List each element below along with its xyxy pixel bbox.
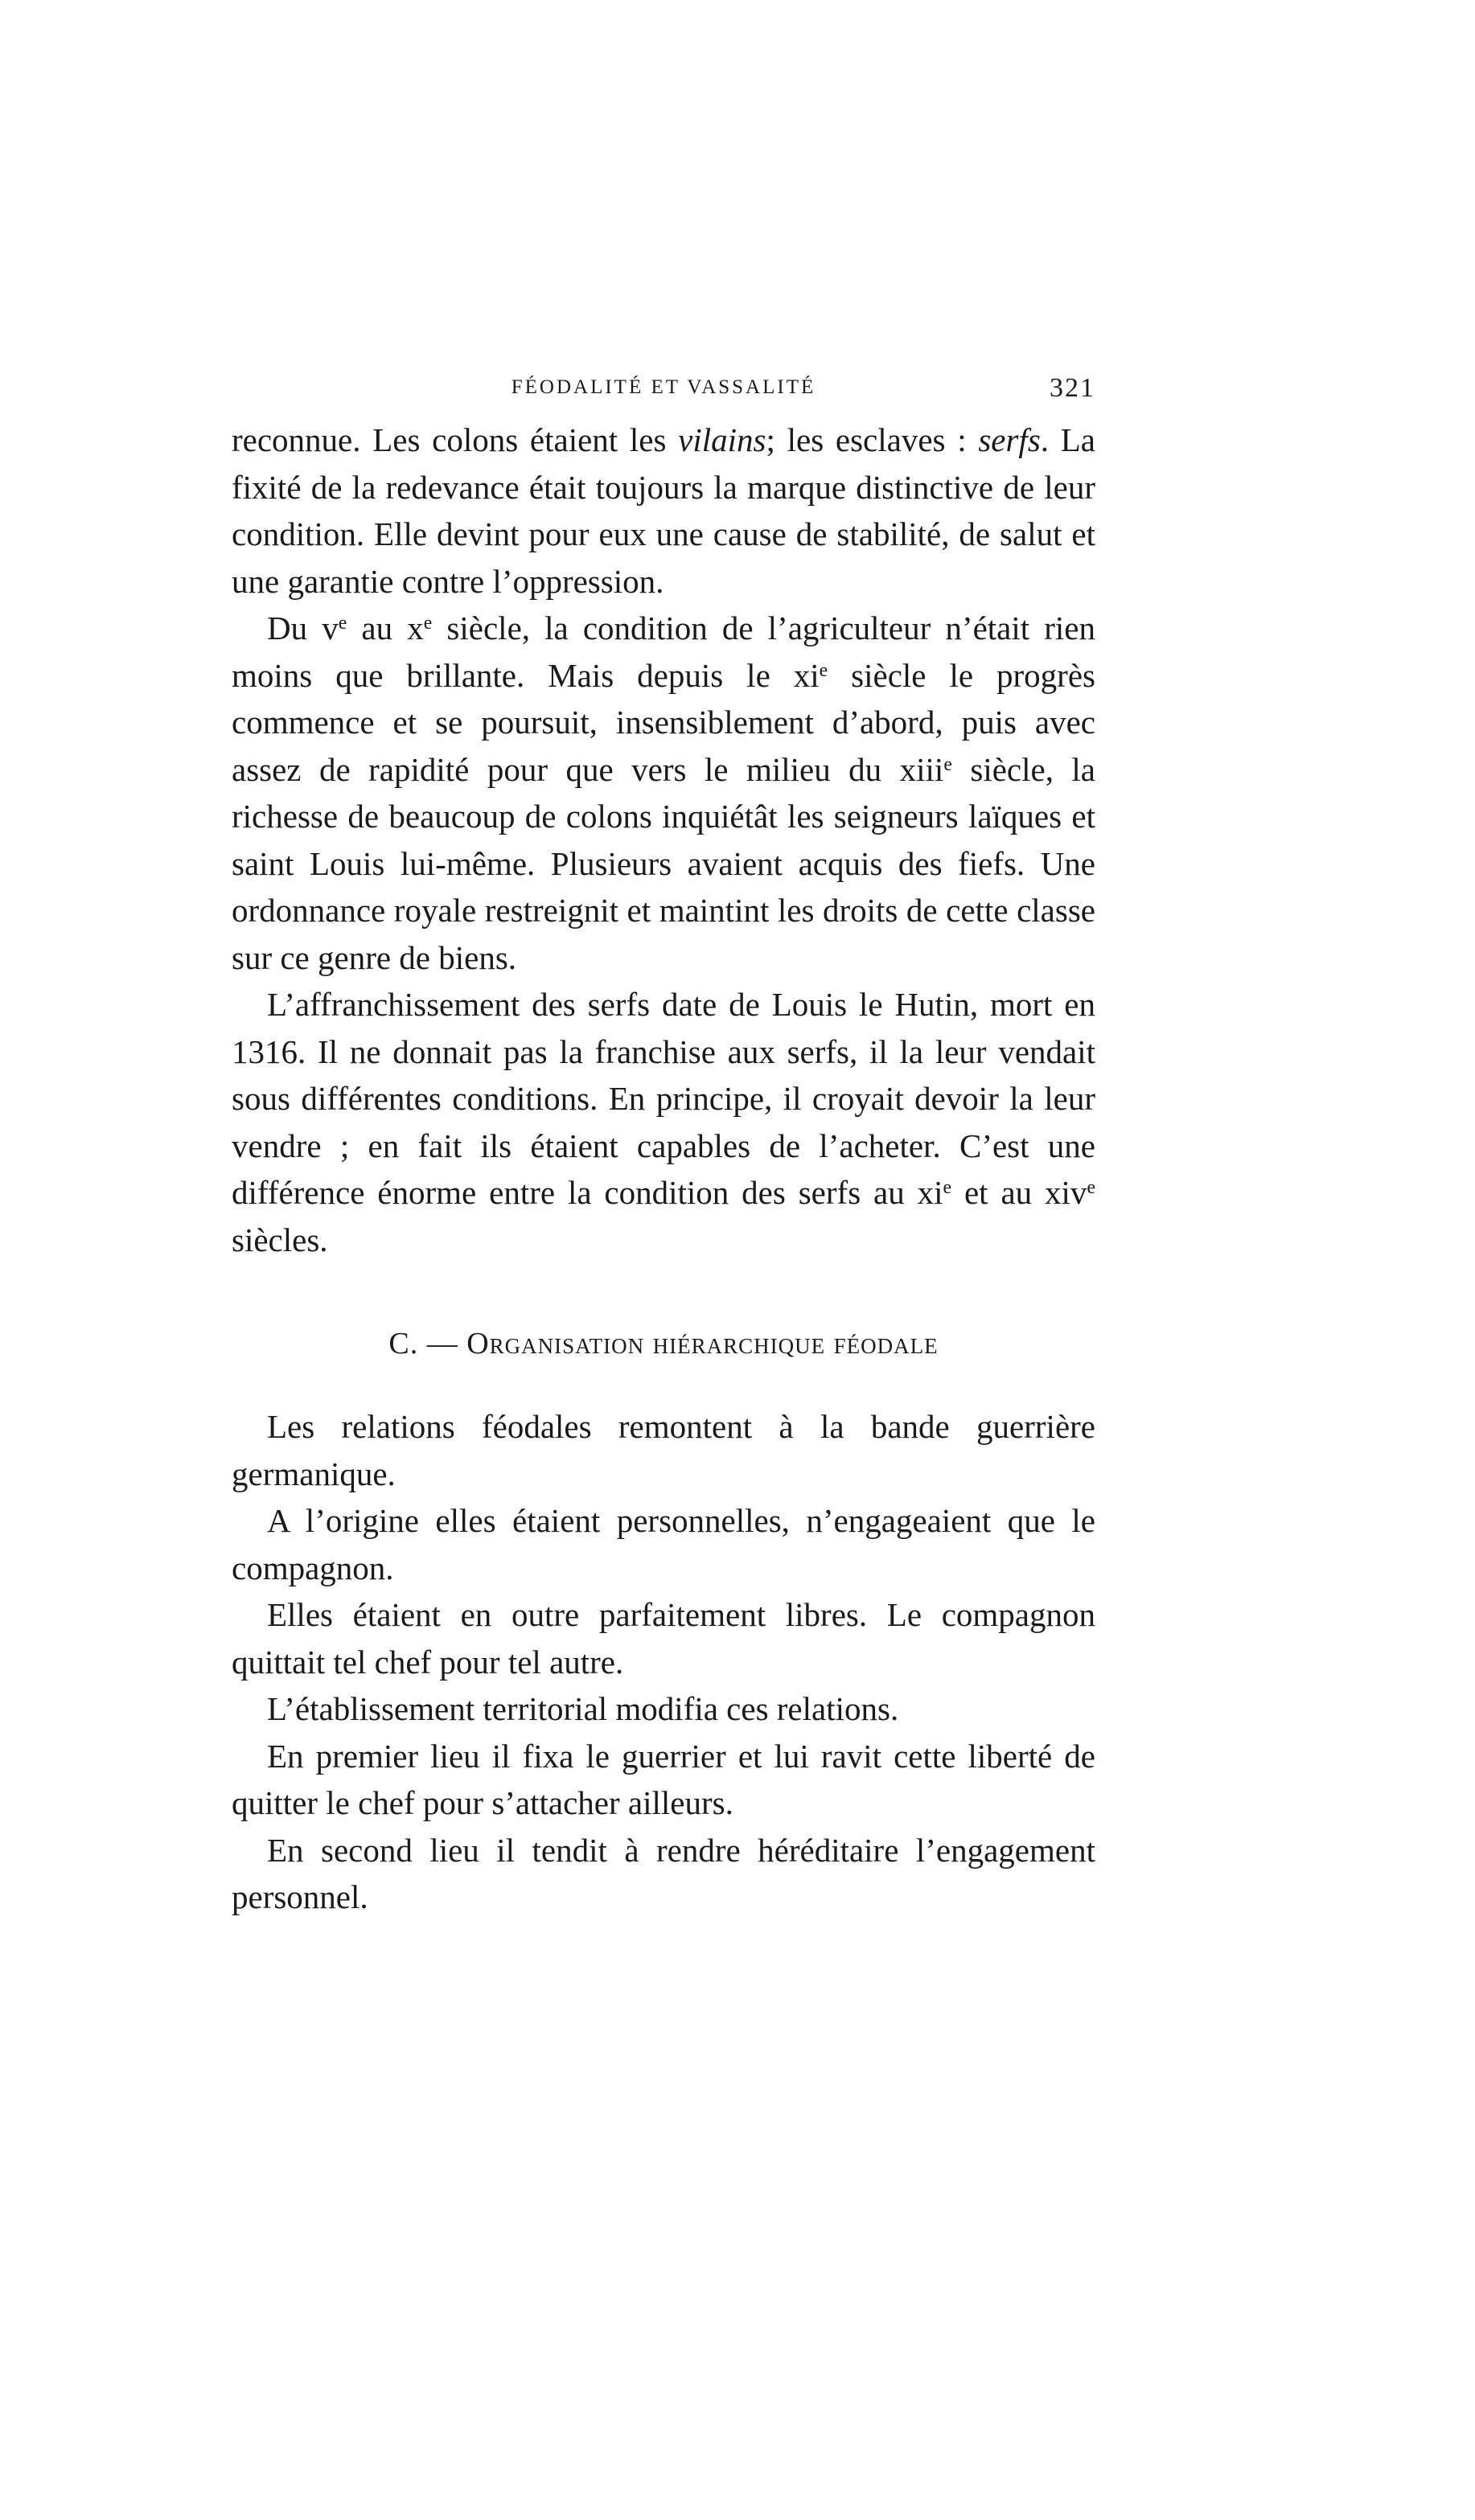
section-prefix: C. — xyxy=(388,1327,467,1361)
page-number: 321 xyxy=(1050,373,1095,403)
text-run: et au xiv xyxy=(951,1174,1087,1211)
paragraph-2 xyxy=(232,605,1095,981)
superscript: e xyxy=(423,612,433,634)
section-paragraph-4: L’établissement territorial modifia ces relations. xyxy=(267,1690,899,1727)
body-text xyxy=(232,417,1095,1263)
superscript: e xyxy=(819,659,828,681)
running-title: FÉODALITÉ ET VASSALITÉ xyxy=(511,376,816,398)
section-heading xyxy=(232,1326,1095,1361)
text-run: siècle, la condition de l’agriculteur n’était rien moins que brillante. Mais depuis le xi xyxy=(232,609,1095,694)
paragraph-3 xyxy=(232,981,1095,1263)
section-paragraph-2: A l’origine elles étaient personnelles, n’engageaient que le compagnon. xyxy=(232,1502,1095,1586)
section-title: Organisation hiérarchique féodale xyxy=(466,1327,939,1361)
section-paragraph-6: En second lieu il tendit à rendre héréditaire l’engagement personnel. xyxy=(232,1831,1095,1915)
text-run: reconnue. Les colons étaient les xyxy=(232,421,679,458)
section-paragraph-5: En premier lieu il fixa le guerrier et lui ravit cette liberté de quitter le chef pour s’attacher ailleurs. xyxy=(232,1737,1095,1821)
section-paragraph-1: Les relations féodales remontent à la bande guerrière germanique. xyxy=(232,1408,1095,1492)
text-run: au x xyxy=(347,609,424,646)
superscript: e xyxy=(943,753,952,775)
paragraph-1 xyxy=(232,417,1095,605)
section-body xyxy=(232,1403,1095,1921)
superscript: e xyxy=(1087,1176,1095,1198)
text-run: siècle, la richesse de beaucoup de colons inquiétât les seigneurs laïques et saint Louis lui-même. Plusieurs avaient acquis des fiefs. Une ordonnance royale restreignit et maintint les droits de cette classe sur ce genre de biens. xyxy=(232,750,1095,976)
text-run: L’affranchissement des serfs date de Louis le Hutin, mort en 1316. Il ne donnait pas la franchise aux serfs, il la leur vendait sous différentes conditions. En principe, il croyait devoir la leur vendre ; en fait ils étaient capables de l’acheter. C’est une différence énorme entre la condition des serfs au xi xyxy=(232,986,1095,1211)
section-paragraph-3: Elles étaient en outre parfaitement libres. Le compagnon quittait tel chef pour tel autre. xyxy=(232,1596,1095,1681)
text-run: . La fixité de la redevance était toujours la marque distinctive de leur condition. Elle devint pour eux une cause de stabilité, de salut et une garantie contre l’oppression. xyxy=(232,421,1095,600)
text-run: siècle le progrès commence et se poursuit, insensiblement d’abord, puis avec assez de rapidité pour que vers le milieu du xiii xyxy=(232,656,1095,788)
superscript: e xyxy=(338,612,347,634)
superscript: e xyxy=(943,1176,952,1198)
running-head xyxy=(232,368,1095,417)
italic-term-serfs: serfs xyxy=(978,421,1041,458)
italic-term-vilains: vilains xyxy=(678,421,766,458)
book-page xyxy=(232,368,1095,1921)
text-run: ; les esclaves : xyxy=(766,421,979,458)
text-run: siècles. xyxy=(232,1221,328,1258)
text-run: Du v xyxy=(267,609,339,646)
